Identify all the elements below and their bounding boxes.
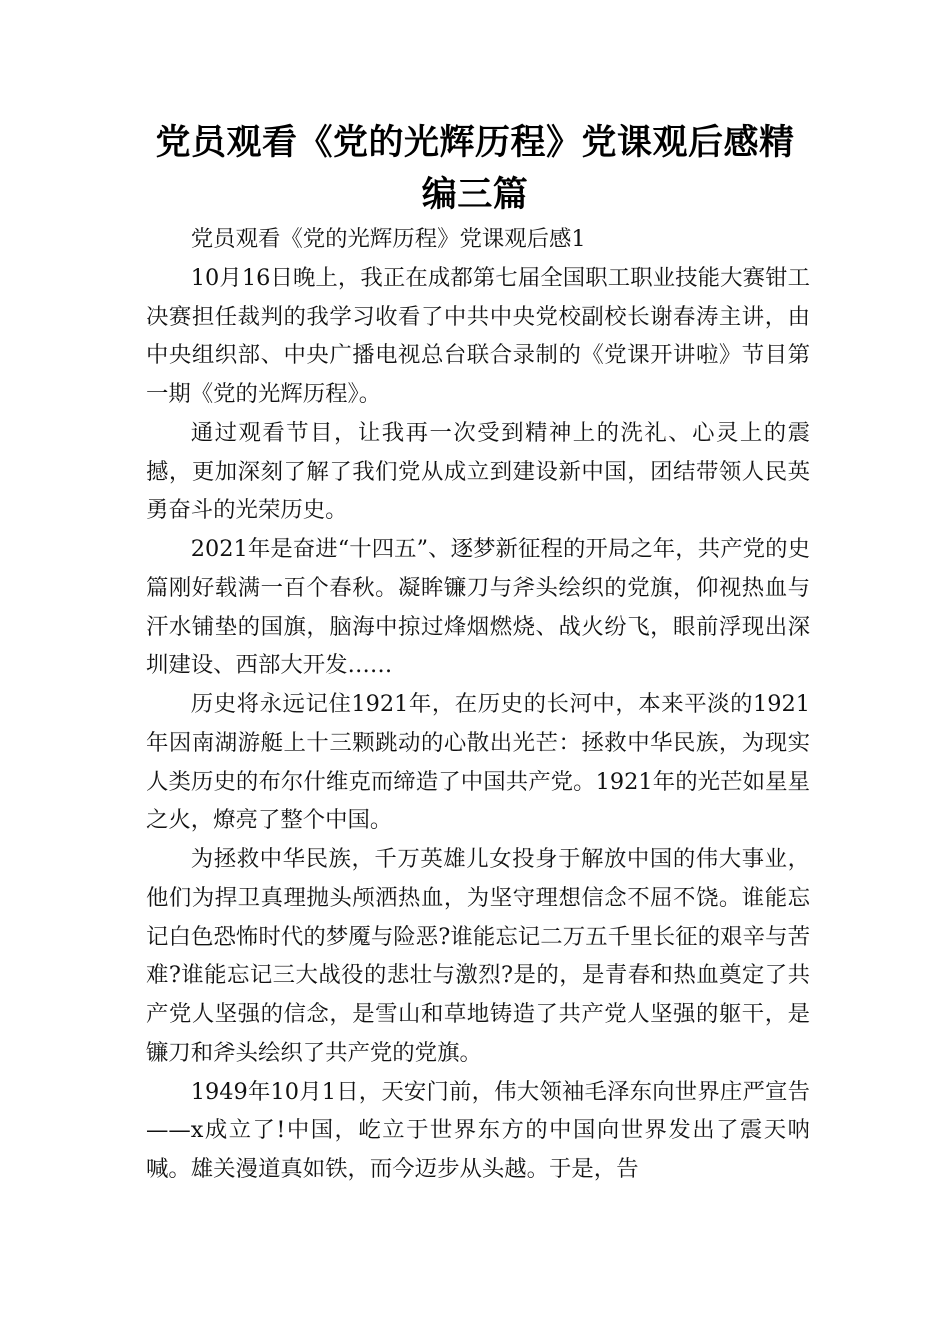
paragraph: 10月16日晚上，我正在成都第七届全国职工职业技能大赛钳工决赛担任裁判的我学习收看了中共中央党校副校长谢春涛主讲，由中央组织部、中央广播电视总台联合录制的《党课开讲啦》节目第一期《党的光辉历程》。: [146, 264, 810, 407]
document-title: 党员观看《党的光辉历程》党课观后感精编三篇: [155, 123, 795, 215]
paragraph: 2021年是奋进“十四五”、逐梦新征程的开局之年，共产党的史篇刚好载满一百个春秋。凝眸镰刀与斧头绘织的党旗，仰视热血与汗水铺垫的国旗，脑海中掠过烽烟燃烧、战火纷飞，眼前浮现出深圳建设、西部大开发……: [146, 536, 810, 679]
paragraph: 为拯救中华民族，千万英雄儿女投身于解放中国的伟大事业，他们为捍卫真理抛头颅洒热血，为坚守理想信念不屈不饶。谁能忘记白色恐怖时代的梦魇与险恶?谁能忘记二万五千里长征的艰辛与苦难?谁能忘记三大战役的悲壮与激烈?是的，是青春和热血奠定了共产党人坚强的信念，是雪山和草地铸造了共产党人坚强的躯干，是镰刀和斧头绘织了共产党的党旗。: [146, 846, 810, 1066]
paragraph-heading: 党员观看《党的光辉历程》党课观后感1: [190, 226, 586, 252]
paragraph: 历史将永远记住1921年，在历史的长河中，本来平淡的1921年因南湖游艇上十三颗跳动的心散出光芒：拯救中华民族，为现实人类历史的布尔什维克而缔造了中国共产党。1921年的光芒如星星之火，燎亮了整个中国。: [146, 691, 810, 834]
document-body: [146, 220, 810, 1189]
paragraph: 1949年10月1日，天安门前，伟大领袖毛泽东向世界庄严宣告——x成立了!中国，屹立于世界东方的中国向世界发出了震天呐喊。雄关漫道真如铁，而今迈步从头越。于是，告: [146, 1078, 810, 1182]
paragraph: 通过观看节目，让我再一次受到精神上的洗礼、心灵上的震撼，更加深刻了解了我们党从成立到建设新中国，团结带领人民英勇奋斗的光荣历史。: [146, 419, 810, 524]
